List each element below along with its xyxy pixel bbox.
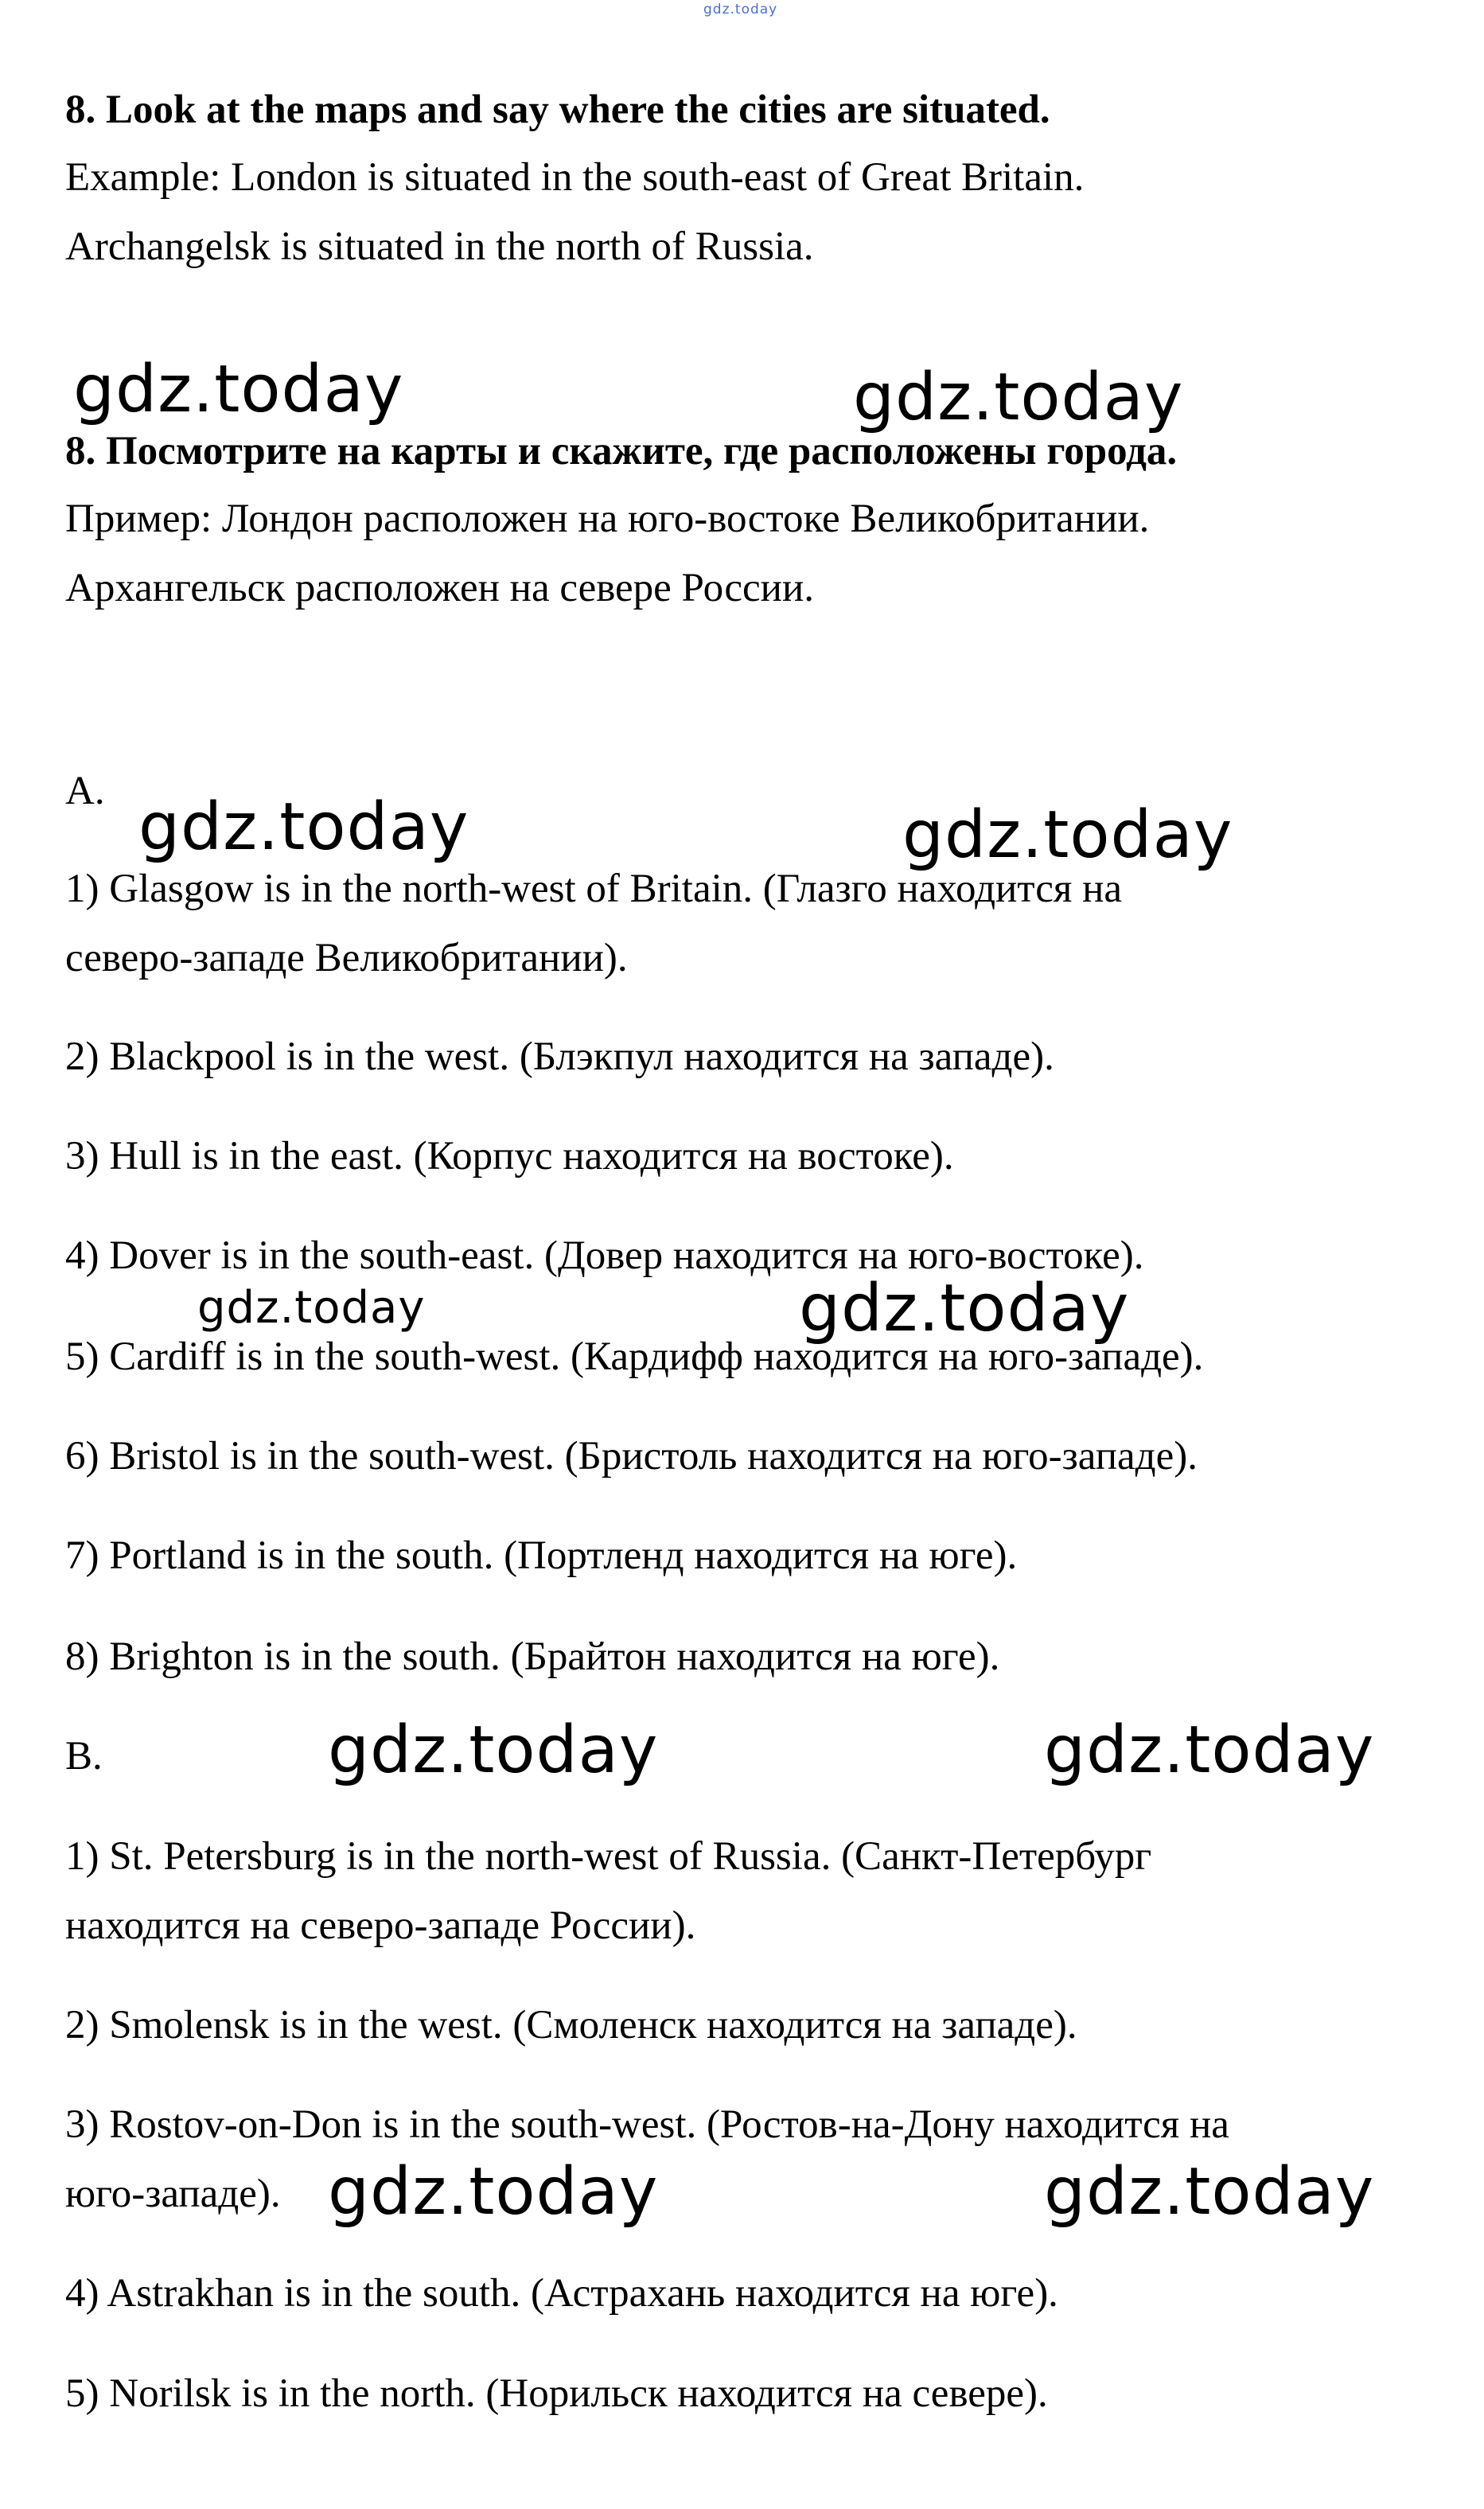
watermark: gdz.today: [1044, 2154, 1375, 2230]
answer-item: 3) Hull is in the east. (Корпус находится на востоке).: [65, 1134, 954, 1179]
watermark: gdz.today: [853, 360, 1184, 435]
exercise-heading-en: 8. Look at the maps and say where the cities are situated.: [65, 88, 1050, 132]
answer-item: 4) Dover is in the south-east. (Довер находится на юго-востоке).: [65, 1233, 1144, 1278]
section-b-label: B.: [65, 1734, 103, 1779]
watermark: gdz.today: [1044, 1712, 1375, 1788]
exercise-heading-ru: 8. Посмотрите на карты и скажите, где расположены города.: [65, 429, 1178, 473]
answer-item: 2) Blackpool is in the west. (Блэкпул находится на западе).: [65, 1034, 1054, 1079]
answer-item: 5) Cardiff is in the south-west. (Кардифф находится на юго-западе).: [65, 1334, 1204, 1379]
watermark: gdz.today: [328, 1712, 659, 1788]
answer-item: юго-западе).: [65, 2172, 281, 2216]
example-line-ru: Архангельск расположен на севере России.: [65, 566, 815, 610]
answer-item: 7) Portland is in the south. (Портленд находится на юге).: [65, 1533, 1018, 1578]
answer-item: находится на северо-западе России).: [65, 1903, 696, 1948]
section-a-label: A.: [65, 769, 105, 813]
watermark: gdz.today: [197, 1282, 426, 1334]
answer-item: 5) Norilsk is in the north. (Норильск находится на севере).: [65, 2371, 1048, 2416]
answer-item: 1) Glasgow is in the north-west of Britain. (Глазго находится на: [65, 867, 1122, 911]
example-line-en: Example: London is situated in the south-east of Great Britain.: [65, 155, 1085, 200]
answer-item: 8) Brighton is in the south. (Брайтон находится на юге).: [65, 1634, 1000, 1679]
watermark: gdz.today: [902, 797, 1233, 873]
watermark: gdz.today: [73, 352, 404, 427]
example-line-en: Archangelsk is situated in the north of Russia.: [65, 224, 814, 269]
answer-item: 1) St. Petersburg is in the north-west of Russia. (Санкт-Петербург: [65, 1834, 1152, 1879]
watermark: gdz.today: [138, 789, 469, 865]
watermark-top: gdz.today: [703, 2, 778, 18]
answer-item: 4) Astrakhan is in the south. (Астрахань находится на юге).: [65, 2271, 1058, 2316]
watermark: gdz.today: [328, 2154, 659, 2230]
watermark: gdz.today: [799, 1271, 1130, 1346]
answer-item: 6) Bristol is in the south-west. (Бристоль находится на юго-западе).: [65, 1434, 1198, 1479]
answer-item: северо-западе Великобритании).: [65, 936, 628, 980]
answer-item: 2) Smolensk is in the west. (Смоленск находится на западе).: [65, 2003, 1077, 2047]
answer-item: 3) Rostov-on-Don is in the south-west. (Ростов-на-Дону находится на: [65, 2102, 1229, 2147]
example-line-ru: Пример: Лондон расположен на юго-востоке Великобритании.: [65, 497, 1150, 541]
